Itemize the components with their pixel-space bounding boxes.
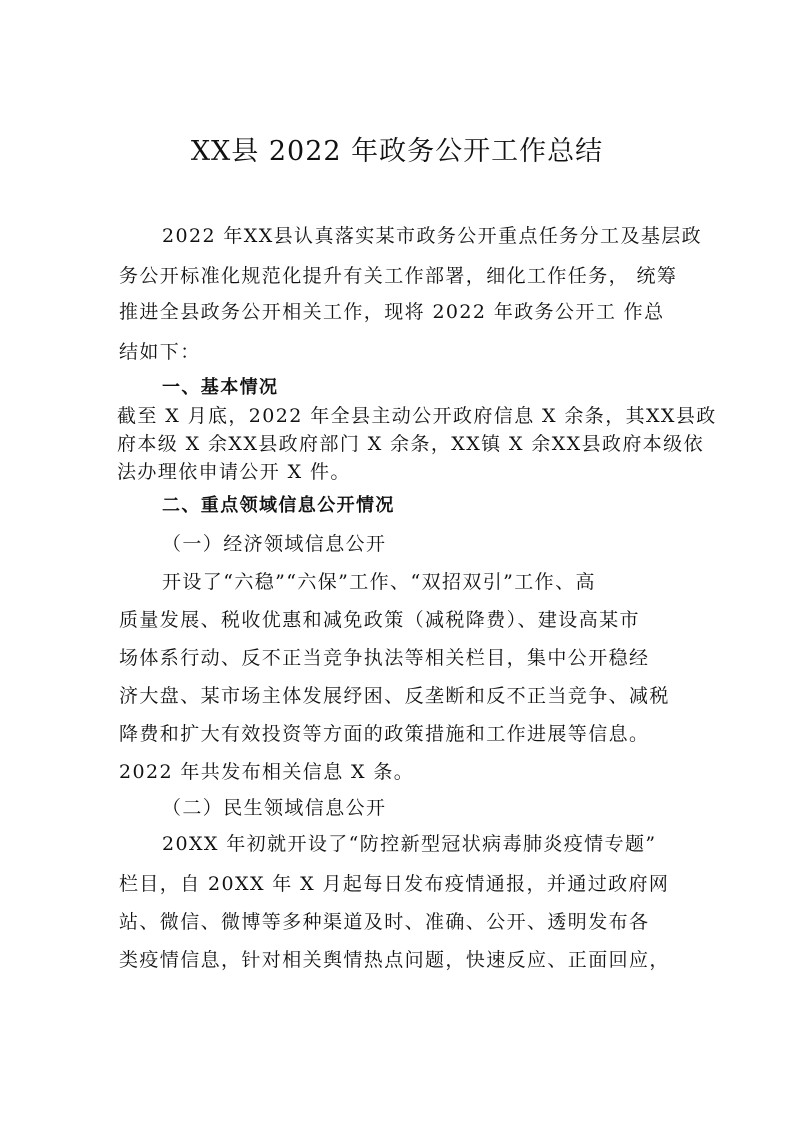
economy-line-4: 济大盘、某市场主体发展纾困、反垄断和反不正当竞争、减税 [119,685,670,707]
document-title: XX县 2022 年政务公开工作总结 [190,136,604,167]
intro-line-3: 推进全县政务公开相关工作，现将 2022 年政务公开工 作总 [119,301,665,323]
economy-line-2: 质量发展、税收优惠和减免政策（减税降费）、建设高某市 [119,609,640,631]
section-heading-key-areas: 二、重点领域信息公开情况 [162,495,395,516]
subsection-heading-livelihood: （二）民生领域信息公开 [162,797,387,819]
livelihood-line-1: 20XX 年初就开设了“防控新型冠状病毒肺炎疫情专题” [162,833,657,855]
section-heading-basic: 一、基本情况 [162,377,279,398]
section1-line-3: 法办理依申请公开 X 件。 [117,461,351,483]
livelihood-line-3: 站、微信、微博等多种渠道及时、准确、公开、透明发布各 [119,911,650,933]
livelihood-line-4: 类疫情信息，针对相关舆情热点问题，快速反应、正面回应， [119,949,670,971]
intro-line-1: 2022 年XX县认真落实某市政务公开重点任务分工及基层政 [162,225,703,247]
section1-line-2: 府本级 X 余XX县政府部门 X 余条，XX镇 X 余XX县政府本级依 [117,433,704,455]
subsection-heading-economy: （一）经济领域信息公开 [162,533,387,555]
intro-line-4: 结如下： [119,341,201,363]
economy-line-3: 场体系行动、反不正当竞争执法等相关栏目，集中公开稳经 [119,647,650,669]
economy-line-1: 开设了“六稳”“六保”工作、“双招双引”工作、高 [162,571,596,593]
economy-line-6: 2022 年共发布相关信息 X 条。 [119,761,415,783]
section1-line-1: 截至 X 月底，2022 年全县主动公开政府信息 X 余条，其XX县政 [117,405,717,427]
livelihood-line-2: 栏目，自 20XX 年 X 月起每日发布疫情通报，并通过政府网 [119,873,670,895]
intro-line-2: 务公开标准化规范化提升有关工作部署，细化工作任务， 统筹 [119,265,678,287]
economy-line-5: 降费和扩大有效投资等方面的政策措施和工作进展等信息。 [119,723,650,745]
